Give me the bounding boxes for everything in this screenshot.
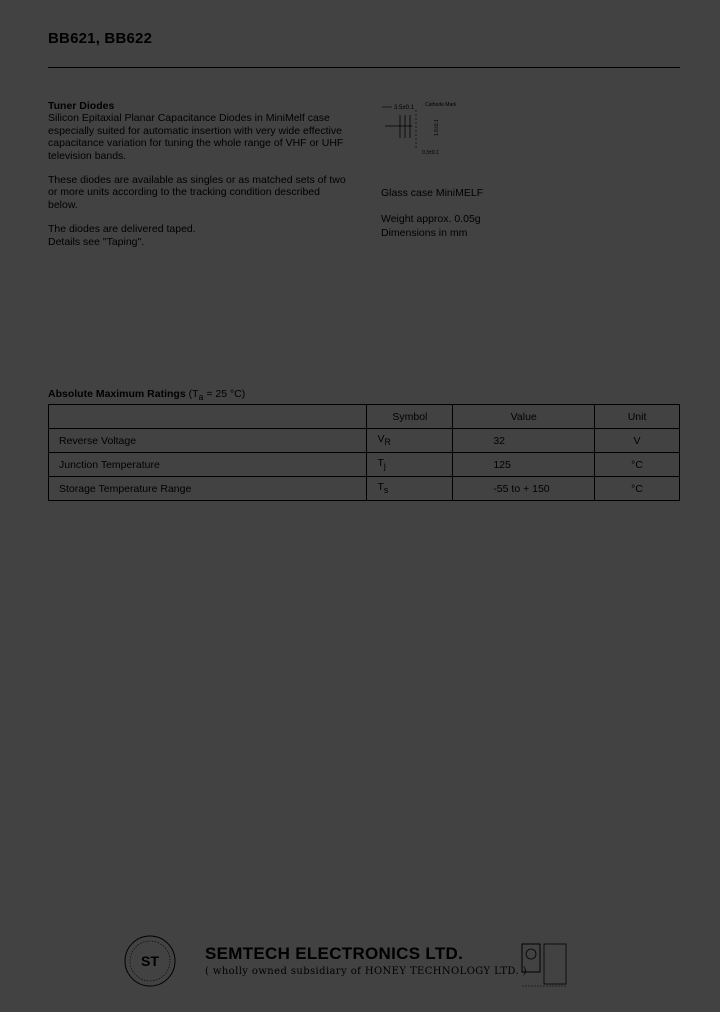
- taping-note: Details see "Taping".: [48, 235, 145, 248]
- diameter-dimension-label: 1.6±0.1: [434, 119, 440, 136]
- lead-dimension-label: 0.3±0.1: [422, 150, 439, 156]
- table-header-row: [49, 405, 680, 429]
- case-type: Glass case MiniMELF: [381, 187, 484, 199]
- parameter-cell: Storage Temperature Range: [49, 477, 367, 501]
- dimensions-note: Dimensions in mm: [381, 227, 468, 239]
- cert-seal: [526, 949, 536, 959]
- value-cell: 32: [453, 429, 595, 453]
- value-column-header: Value: [453, 405, 595, 429]
- cert-badge-left: [522, 944, 540, 972]
- symbol-column-header: Symbol: [367, 405, 453, 429]
- weight-info: Weight approx. 0.05g: [381, 213, 481, 225]
- ratings-title: Absolute Maximum Ratings: [48, 388, 186, 400]
- value-cell: 125: [453, 453, 595, 477]
- cathode-mark-label: Cathode Mark: [425, 102, 457, 108]
- product-description: [48, 100, 348, 260]
- value-cell: -55 to + 150: [453, 477, 595, 501]
- cert-badge-right: [544, 944, 566, 984]
- unit-column-header: Unit: [595, 405, 680, 429]
- parameter-cell: Junction Temperature: [49, 453, 367, 477]
- length-dimension-label: 3.5±0.1: [394, 105, 414, 111]
- description-heading: Tuner Diodes: [48, 100, 115, 112]
- minimelf-dimension-diagram: [380, 98, 480, 158]
- ratings-heading: [48, 388, 245, 402]
- symbol-cell: $T_s$: [367, 477, 453, 501]
- description-paragraph-3: [48, 223, 348, 248]
- symbol-cell: $T_j$: [367, 453, 453, 477]
- page-title: BB621, BB622: [48, 30, 153, 47]
- unit-cell: °C: [595, 477, 680, 501]
- table-row: [49, 453, 680, 477]
- certification-mark-icon: [520, 940, 570, 992]
- subsidiary-note: ( wholly owned subsidiary of HONEY TECHNOLOGY LTD. ): [205, 966, 527, 977]
- unit-cell: °C: [595, 453, 680, 477]
- description-paragraph-1: Silicon Epitaxial Planar Capacitance Diodes in MiniMelf case especially suited for automatic insertion with very wide effective capacitance variation for tuning the whole range of VHF or UHF television bands.: [48, 112, 344, 162]
- description-paragraph-2: These diodes are available as singles or as matched sets of two or more units according to the tracking condition described below.: [48, 174, 346, 211]
- semtech-logo: [122, 934, 182, 992]
- table-row: [49, 429, 680, 453]
- ratings-condition: ($T_a = 25$ °C): [188, 388, 246, 403]
- parameter-cell: Reverse Voltage: [49, 429, 367, 453]
- package-info: [381, 186, 483, 240]
- parameter-column-header: [49, 405, 367, 429]
- absolute-maximum-ratings-table: [48, 404, 680, 501]
- logo-letters: ST: [141, 953, 159, 969]
- header-divider: [48, 67, 680, 68]
- company-name: SEMTECH ELECTRONICS LTD.: [205, 944, 464, 963]
- table-row: [49, 477, 680, 501]
- symbol-cell: $V_R$: [367, 429, 453, 453]
- unit-cell: V: [595, 429, 680, 453]
- delivery-note: The diodes are delivered taped.: [48, 223, 196, 236]
